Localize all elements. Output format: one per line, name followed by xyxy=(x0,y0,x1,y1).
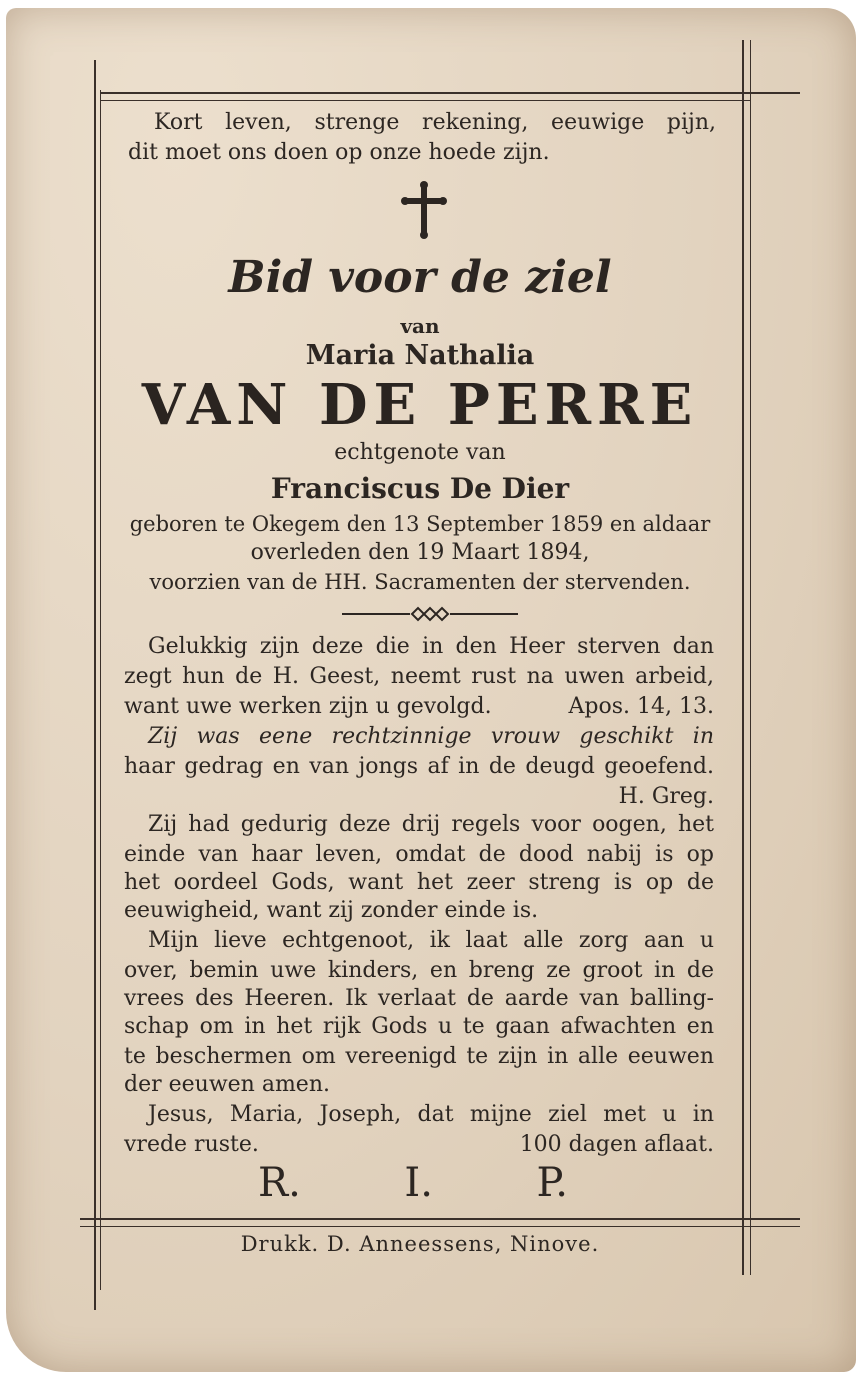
p4-line-4: schap om in het rijk Gods u te gaan afwachten en xyxy=(124,1014,714,1039)
p5-line-2-text: vrede ruste. xyxy=(124,1132,259,1157)
border-right-rule-inner xyxy=(750,40,751,1275)
prayer-heading: Bid voor de ziel xyxy=(228,252,612,303)
p4-line-2: over, bemin uwe kinders, en breng ze groot in de xyxy=(124,958,714,983)
indulgence: 100 dagen aflaat. xyxy=(519,1132,714,1157)
p4-line-3: vrees des Heeren. Ik verlaat de aarde van balling- xyxy=(124,986,714,1011)
p1-line-1: Gelukkig zijn deze die in den Heer sterven dan xyxy=(148,634,714,659)
p1-reference: Apos. 14, 13. xyxy=(568,694,714,719)
p4-line-1: Mijn lieve echtgenoot, ik laat alle zorg aan u xyxy=(148,928,714,953)
border-top-rule xyxy=(100,92,800,94)
border-left-rule xyxy=(94,60,96,1310)
border-top-rule-inner xyxy=(100,100,750,101)
p5-line-1: Jesus, Maria, Joseph, dat mijne ziel met u in xyxy=(148,1102,714,1127)
border-bottom-rule-inner xyxy=(80,1226,800,1227)
p1-line-3-text: want uwe werken zijn u gevolgd. xyxy=(124,694,492,719)
p4-line-6: der eeuwen amen. xyxy=(124,1072,330,1097)
surname: VAN DE PERRE xyxy=(141,372,699,438)
p3-line-2: einde van haar leven, omdat de dood nabij is op xyxy=(124,842,714,867)
van-label: van xyxy=(400,314,440,338)
motto-line-1: Kort leven, strenge rekening, eeuwige pijn, xyxy=(154,110,716,135)
motto-line-2: dit moet ons doen op onze hoede zijn. xyxy=(128,140,550,165)
p3-line-3: het oordeel Gods, want het zeer streng is op de xyxy=(124,870,714,895)
rip-p: P. xyxy=(536,1160,568,1206)
p4-line-5: te beschermen om vereenigd te zijn in alle eeuwen xyxy=(124,1044,714,1069)
spouse-name: Franciscus De Dier xyxy=(270,472,570,505)
p1-line-2: zegt hun de H. Geest, neemt rust na uwen arbeid, xyxy=(124,664,714,689)
border-left-rule-inner xyxy=(100,90,101,1290)
p2-line-2: haar gedrag en van jongs af in de deugd geoefend. xyxy=(124,754,714,779)
rip-r: R. xyxy=(258,1160,301,1206)
p3-line-4: eeuwigheid, want zij zonder einde is. xyxy=(124,898,539,923)
p5-line-2 xyxy=(124,1132,714,1157)
p3-line-1: Zij had gedurig deze drij regels voor oogen, het xyxy=(148,812,714,837)
p2-line-1: Zij was eene rechtzinnige vrouw geschikt in xyxy=(148,724,714,749)
printer-imprint: Drukk. D. Anneessens, Ninove. xyxy=(240,1232,600,1256)
given-names: Maria Nathalia xyxy=(305,340,535,371)
border-bottom-rule xyxy=(80,1218,800,1220)
birth-line: geboren te Okegem den 13 September 1859 en aldaar xyxy=(129,512,711,536)
spouse-intro: echtgenote van xyxy=(334,440,506,465)
p1-line-3 xyxy=(124,694,714,719)
rip-line xyxy=(258,1160,568,1206)
death-line: overleden den 19 Maart 1894, xyxy=(250,540,590,565)
border-right-rule xyxy=(742,40,744,1275)
rip-i: I. xyxy=(404,1160,433,1206)
sacraments-line: voorzien van de HH. Sacramenten der stervenden. xyxy=(149,570,691,594)
cross-icon xyxy=(400,180,448,240)
p2-reference: H. Greg. xyxy=(618,784,714,809)
ornament-divider xyxy=(340,604,520,624)
